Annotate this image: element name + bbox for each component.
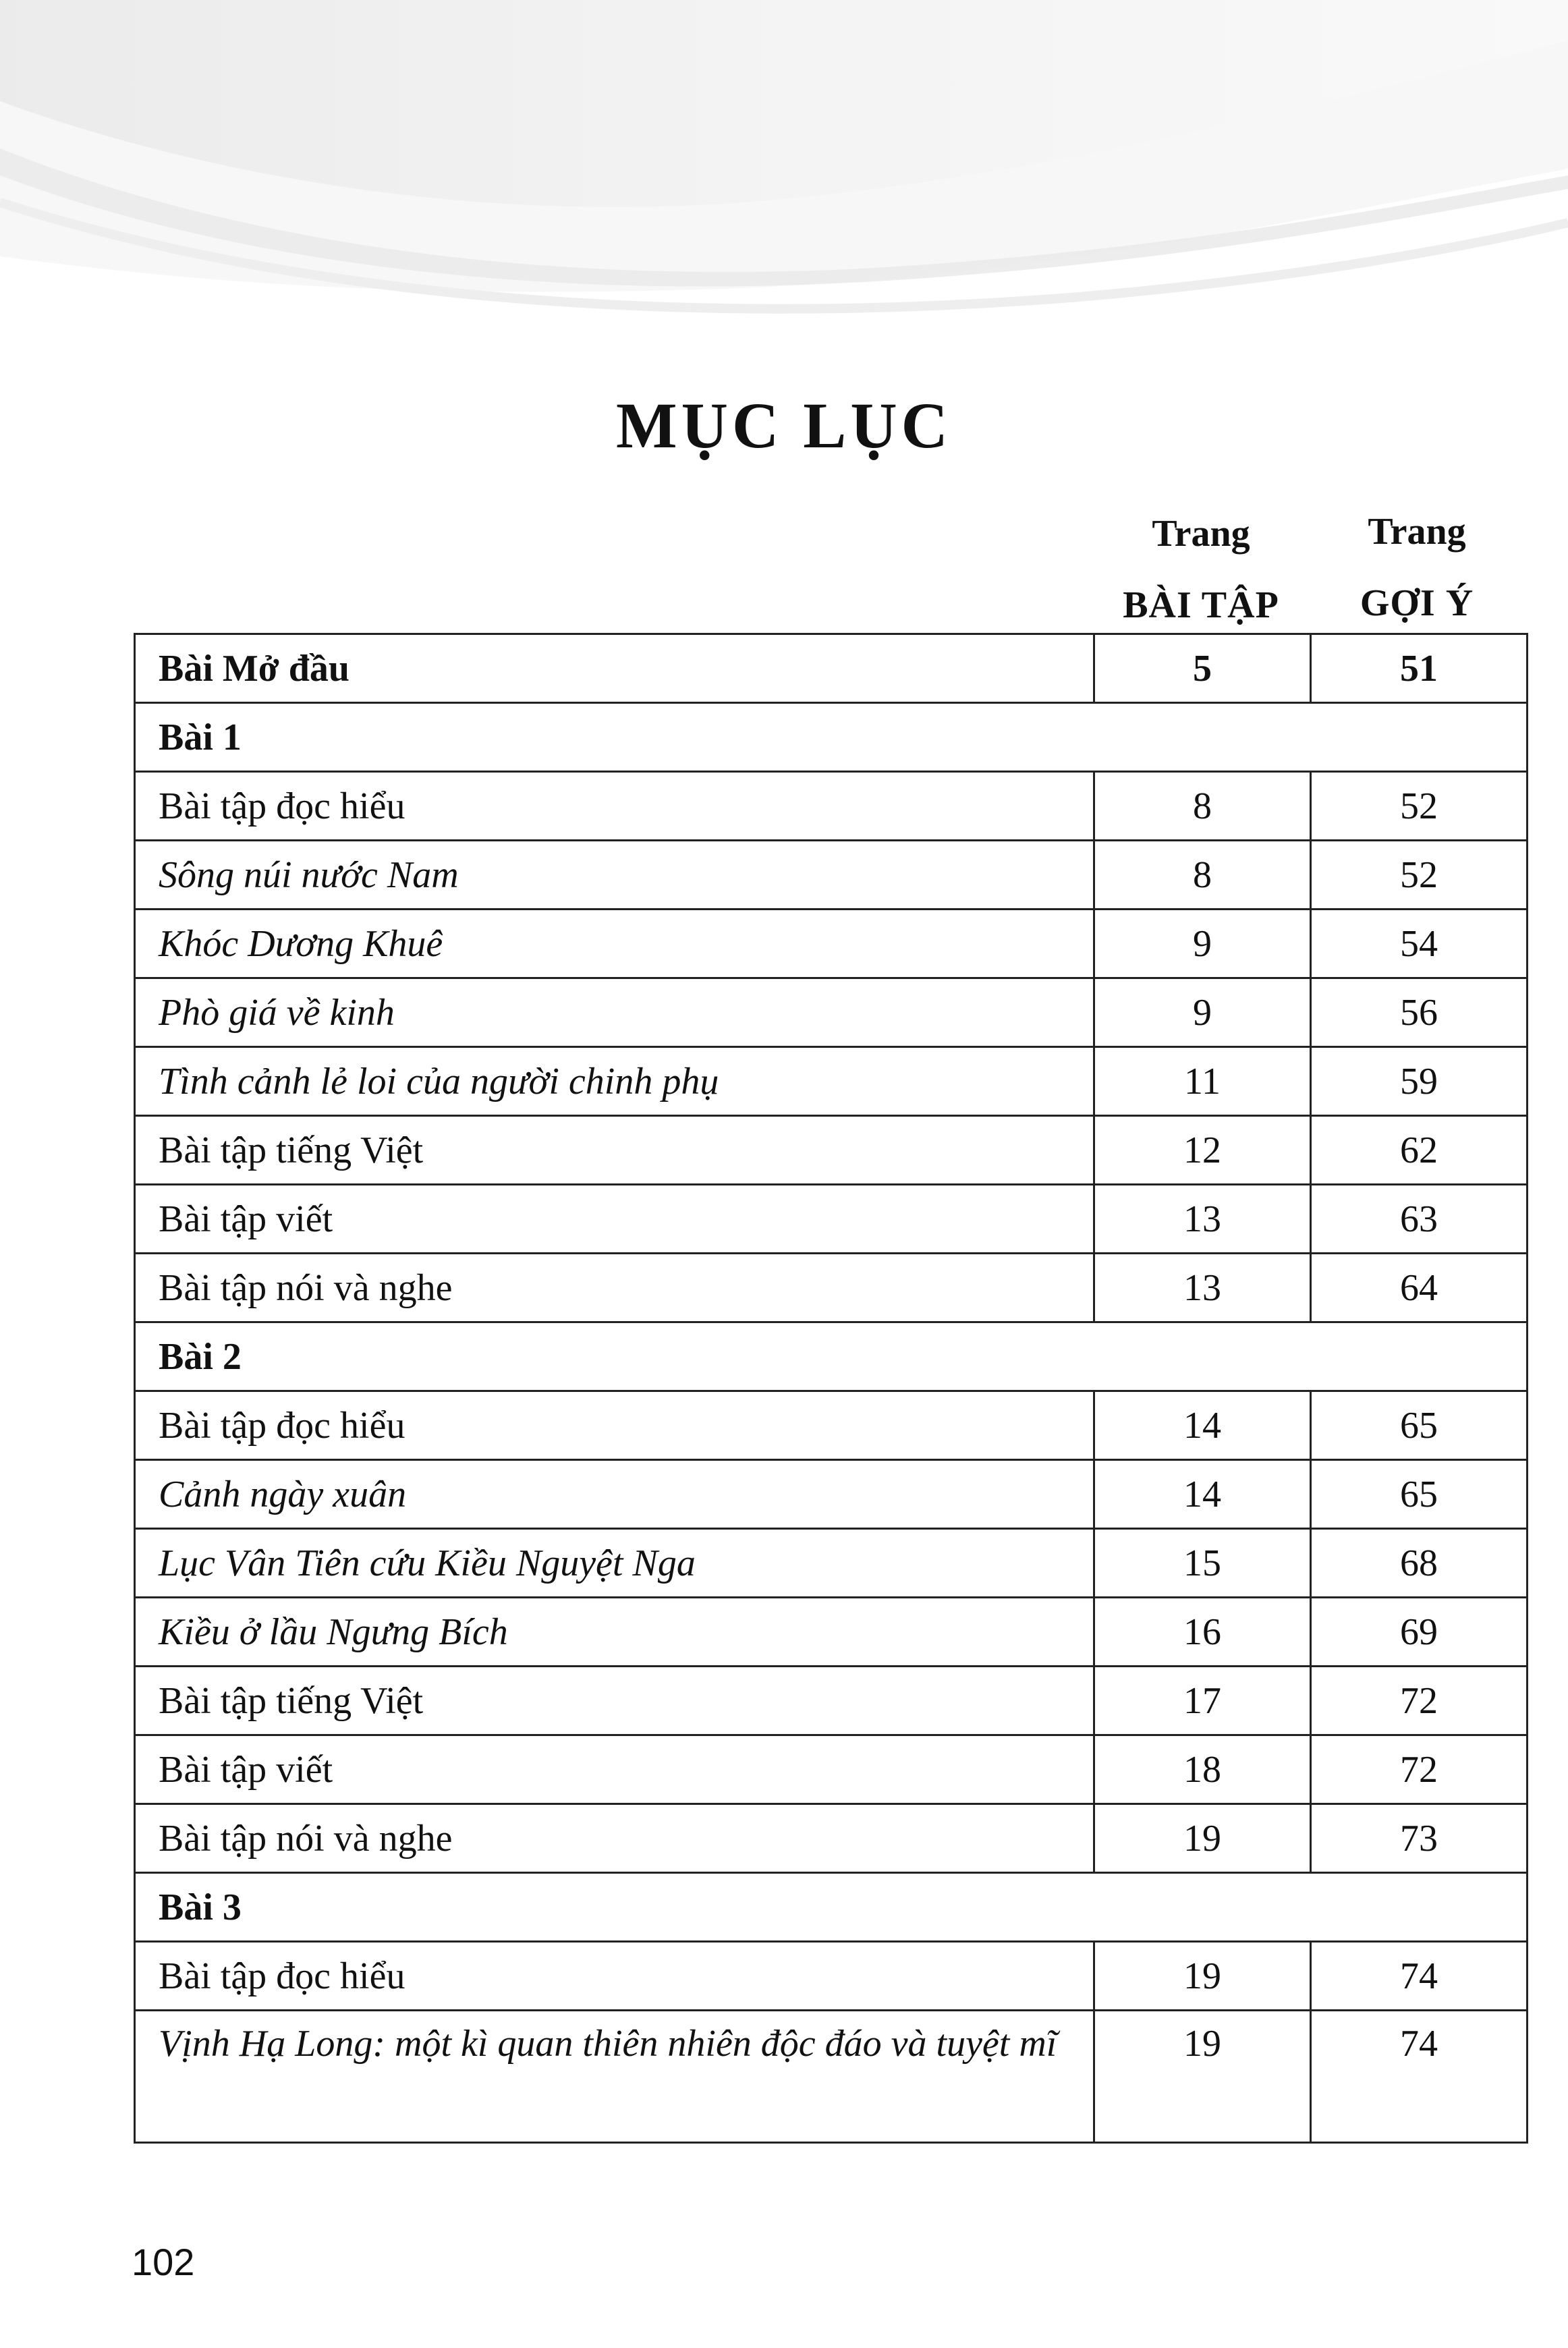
entry-title: Bài tập đọc hiểu xyxy=(135,1942,1094,2011)
exercise-page-number: 9 xyxy=(1094,978,1311,1047)
exercise-page-number: 15 xyxy=(1094,1529,1311,1598)
hint-page-number: 74 xyxy=(1311,1942,1528,2011)
hint-page-number: 72 xyxy=(1311,1667,1528,1735)
table-row xyxy=(135,1529,1528,1598)
table-row xyxy=(135,703,1528,772)
exercise-page-number: 19 xyxy=(1094,1942,1311,2011)
entry-title: Bài tập nói và nghe xyxy=(135,1254,1094,1322)
entry-title: Bài tập đọc hiểu xyxy=(135,1391,1094,1460)
table-row xyxy=(135,772,1528,841)
table-row xyxy=(135,1047,1528,1116)
page-title: MỤC LỤC xyxy=(616,389,952,462)
table-row xyxy=(135,1322,1528,1391)
exercise-page-number: 5 xyxy=(1094,634,1311,703)
exercise-page-number: 8 xyxy=(1094,841,1311,910)
table-row xyxy=(135,841,1528,910)
hint-page-number: 54 xyxy=(1311,910,1528,978)
exercise-page-number: 13 xyxy=(1094,1185,1311,1254)
exercise-page-number: 9 xyxy=(1094,910,1311,978)
hint-page-number: 56 xyxy=(1311,978,1528,1047)
entry-title: Phò giá về kinh xyxy=(135,978,1094,1047)
exercise-page-number: 19 xyxy=(1094,2011,1311,2143)
column-header-exercise xyxy=(1093,498,1309,641)
hint-page-number: 62 xyxy=(1311,1116,1528,1185)
table-row xyxy=(135,1667,1528,1735)
exercise-page-number: 11 xyxy=(1094,1047,1311,1116)
entry-title: Bài Mở đầu xyxy=(135,634,1094,703)
hint-page-number: 65 xyxy=(1311,1391,1528,1460)
section-heading: Bài 3 xyxy=(135,1873,1528,1942)
column-header-hint-line2: GỢI Ý xyxy=(1360,582,1474,624)
table-row xyxy=(135,978,1528,1047)
table-row xyxy=(135,1804,1528,1873)
column-header-exercise-line2: BÀI TẬP xyxy=(1123,584,1279,626)
hint-page-number: 72 xyxy=(1311,1735,1528,1804)
exercise-page-number: 19 xyxy=(1094,1804,1311,1873)
exercise-page-number: 16 xyxy=(1094,1598,1311,1667)
table-row xyxy=(135,1735,1528,1804)
entry-title: Bài tập đọc hiểu xyxy=(135,772,1094,841)
entry-title: Sông núi nước Nam xyxy=(135,841,1094,910)
exercise-page-number: 18 xyxy=(1094,1735,1311,1804)
table-row xyxy=(135,1391,1528,1460)
hint-page-number: 68 xyxy=(1311,1529,1528,1598)
entry-title: Lục Vân Tiên cứu Kiều Nguyệt Nga xyxy=(135,1529,1094,1598)
table-row xyxy=(135,1254,1528,1322)
hint-page-number: 51 xyxy=(1311,634,1528,703)
exercise-page-number: 14 xyxy=(1094,1391,1311,1460)
table-row xyxy=(135,1185,1528,1254)
table-of-contents xyxy=(134,633,1528,2144)
column-header-hint xyxy=(1309,496,1525,639)
table-row xyxy=(135,1942,1528,2011)
table-row xyxy=(135,1598,1528,1667)
column-header-hint-line1: Trang xyxy=(1368,511,1466,553)
entry-title: Bài tập viết xyxy=(135,1185,1094,1254)
entry-title: Khóc Dương Khuê xyxy=(135,910,1094,978)
hint-page-number: 63 xyxy=(1311,1185,1528,1254)
toc-body xyxy=(135,634,1528,2143)
section-heading: Bài 1 xyxy=(135,703,1528,772)
entry-title: Cảnh ngày xuân xyxy=(135,1460,1094,1529)
entry-title: Kiều ở lầu Ngưng Bích xyxy=(135,1598,1094,1667)
page-number: 102 xyxy=(132,2241,195,2283)
hint-page-number: 65 xyxy=(1311,1460,1528,1529)
hint-page-number: 59 xyxy=(1311,1047,1528,1116)
decorative-wave-header xyxy=(0,0,1568,351)
exercise-page-number: 13 xyxy=(1094,1254,1311,1322)
hint-page-number: 69 xyxy=(1311,1598,1528,1667)
table-row xyxy=(135,634,1528,703)
hint-page-number: 52 xyxy=(1311,772,1528,841)
entry-title: Bài tập nói và nghe xyxy=(135,1804,1094,1873)
table-row xyxy=(135,1873,1528,1942)
hint-page-number: 74 xyxy=(1311,2011,1528,2143)
section-heading: Bài 2 xyxy=(135,1322,1528,1391)
entry-title: Tình cảnh lẻ loi của người chinh phụ xyxy=(135,1047,1094,1116)
table-row xyxy=(135,1116,1528,1185)
entry-title: Vịnh Hạ Long: một kì quan thiên nhiên độc đáo và tuyệt mĩ xyxy=(135,2011,1094,2143)
entry-title: Bài tập tiếng Việt xyxy=(135,1667,1094,1735)
entry-title: Bài tập tiếng Việt xyxy=(135,1116,1094,1185)
hint-page-number: 73 xyxy=(1311,1804,1528,1873)
hint-page-number: 64 xyxy=(1311,1254,1528,1322)
exercise-page-number: 12 xyxy=(1094,1116,1311,1185)
table-row xyxy=(135,910,1528,978)
exercise-page-number: 17 xyxy=(1094,1667,1311,1735)
exercise-page-number: 14 xyxy=(1094,1460,1311,1529)
column-header-exercise-line1: Trang xyxy=(1152,513,1250,555)
table-row xyxy=(135,2011,1528,2143)
hint-page-number: 52 xyxy=(1311,841,1528,910)
exercise-page-number: 8 xyxy=(1094,772,1311,841)
table-row xyxy=(135,1460,1528,1529)
entry-title: Bài tập viết xyxy=(135,1735,1094,1804)
